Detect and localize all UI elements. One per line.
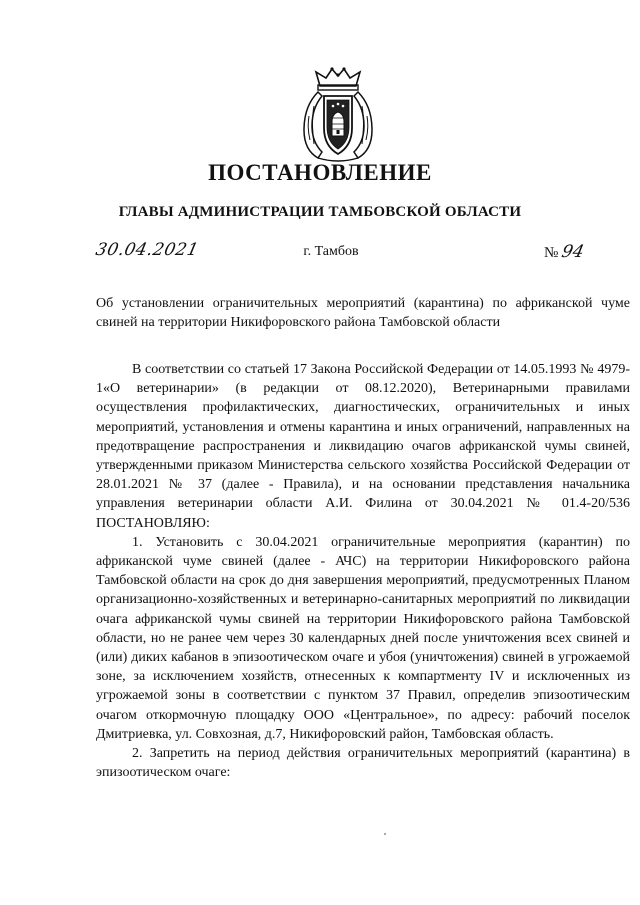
document-subtitle: ГЛАВЫ АДМИНИСТРАЦИИ ТАМБОВСКОЙ ОБЛАСТИ [118, 204, 522, 220]
paragraph-preamble: В соответствии со статьей 17 Закона Российской Федерации от 14.05.1993 № 4979-1«О ветеринарии» (в редакции от 08.12.2020), Ветеринарными правилами осуществления профилактических, диагностических, ограничительных и иных мероприятий, установления и отмены карантина и иных ограничений, направленных на предотвращение распространения и ликвидацию очагов африканской чумы свиней, утвержденными приказом Министерства сельского хозяйства Российской Федерации от 28.01.2021 № 37 (далее - Правила), и на основании представления начальника управления ветеринарии области А.И. Филина от 30.04.2021 № 01.4-20/536 ПОСТАНОВЛЯЮ: [96, 362, 630, 531]
document-city: г. Тамбов [303, 244, 359, 259]
document-body [96, 360, 630, 782]
scan-speck [384, 833, 386, 835]
document-date: 30.04.2021 [93, 240, 201, 260]
document-number [544, 242, 584, 262]
document-subject: Об установлении ограничительных мероприятий (карантина) по африканской чуме свиней на территории Никифоровского района Тамбовской области [96, 296, 630, 330]
number-value: 94 [559, 242, 586, 262]
paragraph-item-1: 1. Установить с 30.04.2021 ограничительные мероприятия (карантин) по африканской чуме свиней (далее - АЧС) на территории Никифоровского района Тамбовской области на срок до дня завершения мероприятий, предусмотренных Планом организационно-хозяйственных и ветеринарно-санитарных мероприятий по ликвидации очага африканской чумы свиней на территории Никифоровского района Тамбовской области, но не ранее чем через 30 календарных дней после уничтожения всех свиней и (или) диких кабанов в эпизоотическом очаге и убоя (уничтожения) свиней в угрожаемой зоне, за исключением хозяйств, отнесенных к компартменту IV и исключенных из угрожаемой зоны в соответствии с пунктом 37 Правил, определив эпизоотическим очагом откормочную площадку ООО «Центральное», по адресу: рабочий поселок Дмитриевка, ул. Совхозная, д.7, Никифоровский район, Тамбовская область. [96, 534, 630, 742]
document-title: ПОСТАНОВЛЕНИЕ [208, 160, 432, 185]
coat-of-arms-icon [300, 66, 376, 162]
document-meta [0, 240, 640, 266]
number-prefix: № [544, 245, 559, 261]
paragraph-item-2: 2. Запретить на период действия ограничительных мероприятий (карантина) в эпизоотическом очаге: [96, 746, 630, 781]
